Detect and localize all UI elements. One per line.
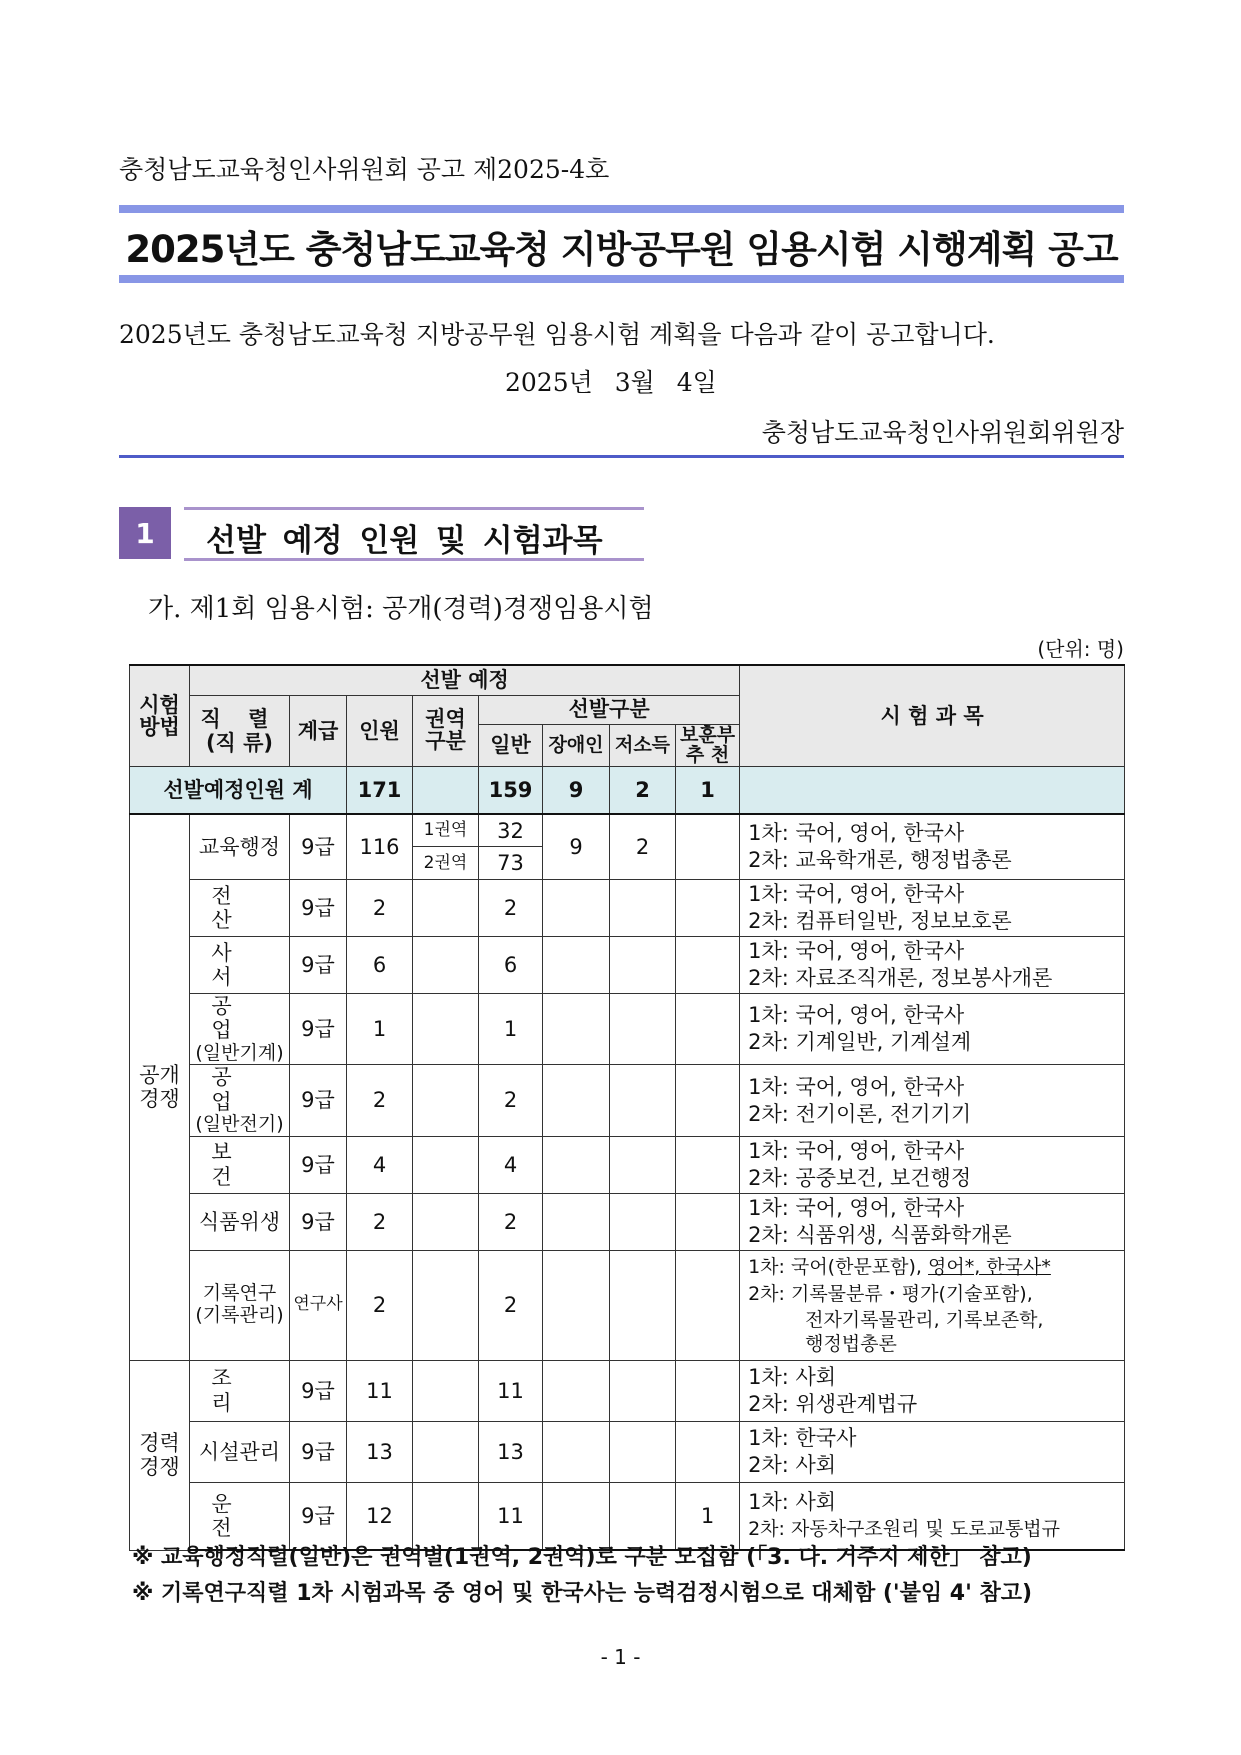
- count-cell: 13: [347, 1421, 413, 1482]
- region-cell: 1권역: [413, 814, 479, 847]
- notice-number: 충청남도교육청인사위원회 공고 제2025-4호: [119, 155, 610, 184]
- region-cell: [413, 1250, 479, 1360]
- total-region: [413, 767, 479, 814]
- count-cell: 6: [347, 937, 413, 994]
- count-cell: 1: [347, 994, 413, 1065]
- subjects-cell: 1차: 사회 2차: 자동차구조원리 및 도로교통법규: [740, 1482, 1125, 1550]
- veterans-cell: [676, 1193, 740, 1250]
- job-cell: 식품위생: [190, 1193, 290, 1250]
- title-bottom-bar: [119, 275, 1124, 283]
- veterans-cell: 1: [676, 1482, 740, 1550]
- method-open: 공개경쟁: [130, 814, 190, 1360]
- subjects-cell: 1차: 국어, 영어, 한국사 2차: 전기이론, 전기기기: [740, 1065, 1125, 1136]
- job-cell: 조 리: [190, 1360, 290, 1421]
- general-cell: 32: [479, 814, 543, 847]
- table-row: [130, 1360, 1125, 1421]
- veterans-cell: [676, 1065, 740, 1136]
- table-row: [130, 814, 1125, 847]
- grade-cell: 9급: [290, 880, 347, 937]
- disabled-cell: [543, 1065, 610, 1136]
- grade-cell: 연구사: [290, 1250, 347, 1360]
- note-item: ※ 기록연구직렬 1차 시험과목 중 영어 및 한국사는 능력검정시험으로 대체함 ('붙임 4' 참고): [132, 1581, 1033, 1606]
- title-box: [119, 205, 1124, 283]
- table-row: [130, 1421, 1125, 1482]
- job-cell: 기록연구 (기록관리): [190, 1250, 290, 1360]
- unit-label: (단위: 명): [1037, 637, 1124, 661]
- subsection-title: 가. 제1회 임용시험: 공개(경력)경쟁임용시험: [148, 594, 654, 624]
- header-planned: 선발 예정: [190, 665, 740, 695]
- region-cell: [413, 994, 479, 1065]
- subjects-cell: 1차: 국어, 영어, 한국사 2차: 기계일반, 기계설계: [740, 994, 1125, 1065]
- header-job: 직 렬 (직 류): [190, 695, 290, 767]
- subjects-cell: 1차: 국어, 영어, 한국사 2차: 컴퓨터일반, 정보보호론: [740, 880, 1125, 937]
- grade-cell: 9급: [290, 1136, 347, 1193]
- total-disabled: 9: [543, 767, 610, 814]
- table-row: [130, 880, 1125, 937]
- table-row: [130, 1065, 1125, 1136]
- count-cell: 12: [347, 1482, 413, 1550]
- subjects-cell: 1차: 국어, 영어, 한국사 2차: 교육학개론, 행정법총론: [740, 814, 1125, 880]
- subjects-cell: 1차: 국어, 영어, 한국사 2차: 자료조직개론, 정보봉사개론: [740, 937, 1125, 994]
- total-count: 171: [347, 767, 413, 814]
- document-title: 2025년도 충청남도교육청 지방공무원 임용시험 시행계획 공고: [125, 228, 1118, 271]
- total-label: 선발예정인원 계: [130, 767, 347, 814]
- header-region: 권역구분: [413, 695, 479, 767]
- disabled-cell: [543, 1360, 610, 1421]
- region-cell: [413, 937, 479, 994]
- table-row: [130, 1136, 1125, 1193]
- title-top-bar: [119, 205, 1124, 213]
- subjects-cell: 1차: 국어(한문포함), 영어*, 한국사* 2차: 기록물분류・평가(기술포함), 전자기록물관리, 기록보존학, 행정법총론: [740, 1250, 1125, 1360]
- table-row: [130, 1250, 1125, 1360]
- total-general: 159: [479, 767, 543, 814]
- count-cell: 2: [347, 1065, 413, 1136]
- grade-cell: 9급: [290, 1193, 347, 1250]
- total-subjects: [740, 767, 1125, 814]
- region-cell: [413, 880, 479, 937]
- count-cell: 4: [347, 1136, 413, 1193]
- grade-cell: 9급: [290, 994, 347, 1065]
- subjects-cell: 1차: 사회 2차: 위생관계법규: [740, 1360, 1125, 1421]
- disabled-cell: [543, 937, 610, 994]
- section-title: 선발 예정 인원 및 시험과목: [206, 523, 603, 559]
- job-cell: 전 산: [190, 880, 290, 937]
- disabled-cell: [543, 1193, 610, 1250]
- header-grade: 계급: [290, 695, 347, 767]
- section-number: 1: [119, 507, 171, 559]
- general-cell: 11: [479, 1482, 543, 1550]
- general-cell: 13: [479, 1421, 543, 1482]
- job-cell: 운 전: [190, 1482, 290, 1550]
- job-cell: 보 건: [190, 1136, 290, 1193]
- header-count: 인원: [347, 695, 413, 767]
- veterans-cell: [676, 937, 740, 994]
- job-cell: 시설관리: [190, 1421, 290, 1482]
- region-cell: [413, 1360, 479, 1421]
- general-cell: 2: [479, 1193, 543, 1250]
- total-row: [130, 767, 1125, 814]
- low-income-cell: [610, 1065, 676, 1136]
- total-veterans: 1: [676, 767, 740, 814]
- low-income-cell: 2: [610, 814, 676, 880]
- table-row: [130, 937, 1125, 994]
- count-cell: 2: [347, 1193, 413, 1250]
- region-cell: [413, 1421, 479, 1482]
- method-career: 경력경쟁: [130, 1360, 190, 1550]
- general-cell: 11: [479, 1360, 543, 1421]
- general-cell: 73: [479, 847, 543, 880]
- veterans-cell: [676, 880, 740, 937]
- general-cell: 4: [479, 1136, 543, 1193]
- table-row: [130, 1193, 1125, 1250]
- selection-table: [129, 664, 1125, 1551]
- veterans-cell: [676, 1421, 740, 1482]
- signer: 충청남도교육청인사위원회위원장: [761, 418, 1124, 447]
- region-cell: [413, 1065, 479, 1136]
- total-low-income: 2: [610, 767, 676, 814]
- header-subjects: 시 험 과 목: [740, 665, 1125, 767]
- disabled-cell: [543, 880, 610, 937]
- low-income-cell: [610, 1136, 676, 1193]
- table-row: [130, 994, 1125, 1065]
- divider: [119, 455, 1124, 458]
- notice-date: 2025년 3월 4일: [505, 368, 717, 397]
- note-item: ※ 교육행정직렬(일반)은 권역별(1권역, 2권역)로 구분 모집함 (「3. 다. 거주지 제한」 참고): [132, 1545, 1032, 1570]
- intro-text: 2025년도 충청남도교육청 지방공무원 임용시험 계획을 다음과 같이 공고합니다.: [119, 320, 995, 349]
- low-income-cell: [610, 937, 676, 994]
- subjects-cell: 1차: 국어, 영어, 한국사 2차: 공중보건, 보건행정: [740, 1136, 1125, 1193]
- subjects-cell: 1차: 국어, 영어, 한국사 2차: 식품위생, 식품화학개론: [740, 1193, 1125, 1250]
- general-cell: 2: [479, 1250, 543, 1360]
- count-cell: 2: [347, 880, 413, 937]
- grade-cell: 9급: [290, 1065, 347, 1136]
- header-disabled: 장애인: [543, 724, 610, 767]
- job-cell: 교육행정: [190, 814, 290, 880]
- disabled-cell: 9: [543, 814, 610, 880]
- page-number: - 1 -: [600, 1645, 641, 1669]
- count-cell: 2: [347, 1250, 413, 1360]
- low-income-cell: [610, 1421, 676, 1482]
- job-cell: 공 업 (일반전기): [190, 1065, 290, 1136]
- veterans-cell: [676, 1136, 740, 1193]
- low-income-cell: [610, 880, 676, 937]
- general-cell: 2: [479, 880, 543, 937]
- grade-cell: 9급: [290, 1360, 347, 1421]
- low-income-cell: [610, 1193, 676, 1250]
- header-method: 시험방법: [130, 665, 190, 767]
- job-cell: 사 서: [190, 937, 290, 994]
- count-cell: 11: [347, 1360, 413, 1421]
- header-category: 선발구분: [479, 695, 740, 724]
- notes: [132, 1540, 1032, 1612]
- header-veterans: 보훈부추 천: [676, 724, 740, 767]
- disabled-cell: [543, 1250, 610, 1360]
- veterans-cell: [676, 1250, 740, 1360]
- count-cell: 116: [347, 814, 413, 880]
- region-cell: [413, 1136, 479, 1193]
- grade-cell: 9급: [290, 1421, 347, 1482]
- disabled-cell: [543, 1421, 610, 1482]
- veterans-cell: [676, 994, 740, 1065]
- region-cell: 2권역: [413, 847, 479, 880]
- section-title-box: [184, 507, 644, 561]
- general-cell: 6: [479, 937, 543, 994]
- region-cell: [413, 1193, 479, 1250]
- disabled-cell: [543, 994, 610, 1065]
- low-income-cell: [610, 994, 676, 1065]
- low-income-cell: [610, 1250, 676, 1360]
- disabled-cell: [543, 1136, 610, 1193]
- grade-cell: 9급: [290, 814, 347, 880]
- general-cell: 2: [479, 1065, 543, 1136]
- grade-cell: 9급: [290, 1482, 347, 1550]
- job-cell: 공 업 (일반기계): [190, 994, 290, 1065]
- grade-cell: 9급: [290, 937, 347, 994]
- subjects-cell: 1차: 한국사 2차: 사회: [740, 1421, 1125, 1482]
- header-general: 일반: [479, 724, 543, 767]
- header-low-income: 저소득: [610, 724, 676, 767]
- veterans-cell: [676, 1360, 740, 1421]
- low-income-cell: [610, 1360, 676, 1421]
- veterans-cell: [676, 814, 740, 880]
- general-cell: 1: [479, 994, 543, 1065]
